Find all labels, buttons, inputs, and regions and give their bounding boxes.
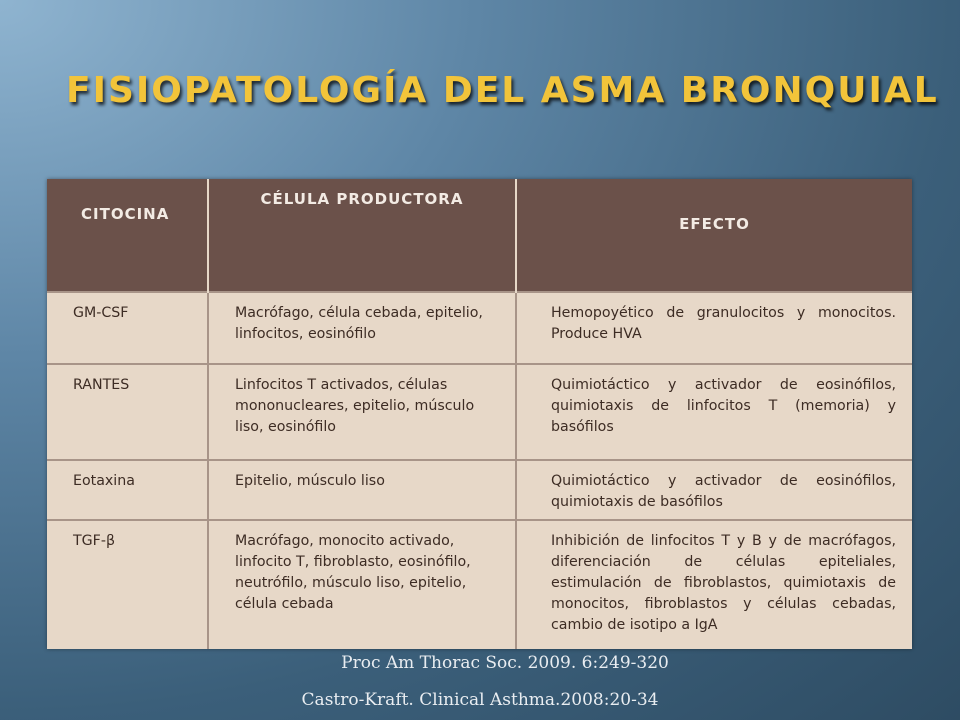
cell-celula: Linfocitos T activados, células mononucleares, epitelio, músculo liso, eosinófilo — [208, 364, 516, 460]
cell-efecto: Inhibición de linfocitos T y B y de macrófagos, diferenciación de células epiteliales, estimulación de fibroblastos, quimiotaxis de monocitos, fibroblastos y células cebadas, cambio de isotipo a IgA — [516, 520, 912, 649]
cell-citocina: RANTES — [47, 364, 208, 460]
table-row — [47, 364, 912, 460]
table-row — [47, 292, 912, 364]
cell-celula: Macrófago, célula cebada, epitelio, linfocitos, eosinófilo — [208, 292, 516, 364]
cell-citocina: Eotaxina — [47, 460, 208, 520]
slide-title: FISIOPATOLOGÍA DEL ASMA BRONQUIAL — [66, 70, 939, 111]
cell-efecto: Hemopoyético de granulocitos y monocitos. Produce HVA — [516, 292, 912, 364]
cell-celula: Macrófago, monocito activado, linfocito T, fibroblasto, eosinófilo, neutrófilo, músculo liso, epitelio, célula cebada — [208, 520, 516, 649]
header-celula-productora: CÉLULA PRODUCTORA — [208, 179, 516, 292]
cell-citocina: TGF-β — [47, 520, 208, 649]
header-efecto: EFECTO — [516, 179, 912, 292]
table-row — [47, 520, 912, 649]
cytokine-table-image — [47, 179, 912, 649]
cytokine-table — [47, 179, 912, 649]
cell-celula: Epitelio, músculo liso — [208, 460, 516, 520]
citation-proc-am-thorac-soc: Proc Am Thorac Soc. 2009. 6:249-320 — [341, 653, 669, 673]
header-citocina: CITOCINA — [47, 179, 208, 292]
cell-citocina: GM-CSF — [47, 292, 208, 364]
table-row — [47, 460, 912, 520]
table-header-row — [47, 179, 912, 292]
citation-castro-kraft: Castro-Kraft. Clinical Asthma.2008:20-34 — [301, 690, 659, 710]
cell-efecto: Quimiotáctico y activador de eosinófilos, quimiotaxis de basófilos — [516, 460, 912, 520]
cell-efecto: Quimiotáctico y activador de eosinófilos, quimiotaxis de linfocitos T (memoria) y basófilos — [516, 364, 912, 460]
